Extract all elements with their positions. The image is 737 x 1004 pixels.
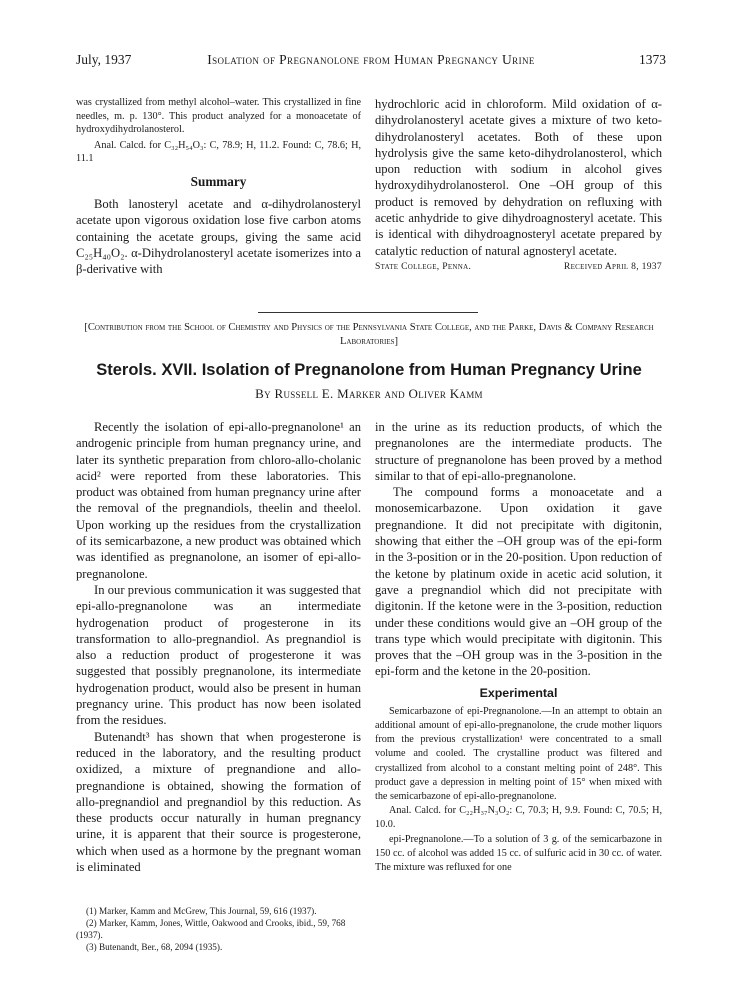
issue-date: July, 1937 [76, 52, 132, 67]
experimental-section [375, 705, 662, 875]
prev-article-paragraph: was crystallized from methyl alcohol–water. This crystallized in fine needles, m. p. 130°. This product analyzed for a monoacetate of hydroxydihydrolanosterol. [76, 97, 361, 136]
butenandt-paragraph: Butenandt³ has shown that when progesterone is reduced in the laboratory, and the resulting product oxidized, a mixture of pregnandione and allo-pregnandione is obtained, showing the formation of allo-pregnandiol and pregnandiol by this reduction. As these products occur naturally in human pregnancy urine, it is apparent that their source is progesterone, which when used as a hormone by the pregnant woman is eliminated [76, 729, 361, 875]
compound-paragraph: The compound forms a monoacetate and a monosemicarbazone. Upon oxidation it gave pregnandione. It did not precipitate with digitonin, showing that either the –OH group was of the epi-form in the 3-position or in the 20-position. Upon reduction of the ketone by platinum oxide in acetic acid solution, it gave a pregnandiol which did not precipitate with digitonin. If the ketone were in the 3-position, reduction under these conditions would give an –OH group of the trans type which would precipitate with digitonin. This proves that the –OH group was in the 3-position in the epi-form and the ketone in the 20-position. [375, 485, 662, 679]
article-left-column [76, 419, 361, 875]
footnote-1: (1) Marker, Kamm and McGrew, This Journal, 59, 616 (1937). [86, 906, 317, 916]
intro-paragraph: Recently the isolation of epi-allo-pregnanolone¹ an androgenic principle from human pregnancy urine, and later its synthetic preparation from chloro-allo-cholanic acid² were reported from these laboratories. This product was obtained from human pregnancy urine after the removal of the pregnandiols, theelin and theelol. Upon working up the residues from the crystallization of its semicarbazone, a new product was obtained which was identified as pregnanolone, an isomer of epi-allo-pregnanolone. [76, 420, 361, 581]
summary-continuation: hydrochloric acid in chloroform. Mild oxidation of α-dihydrolanosteryl acetate gives a mixture of two keto-dihydrolanosteryl acetates. Both of these upon hydrolysis give the same keto-dihydrolanosterol, which upon reduction with sodium in alcohol gives hydroxydihydrolanosterol. One –OH group of this product is removed by dehydration on refluxing with acetic anhydride to give dihydroagnosteryl acetate. This is identical with dihydroagnosteryl acetate prepared by catalytic reduction of natural agnosteryl acetate. [375, 97, 662, 258]
summary-paragraph: Both lanosteryl acetate and α-dihydrolanosteryl acetate upon vigorous oxidation lose five carbon atoms containing the acetate groups, giving the same acid C₂₅H₄₀O₂. α-Dihydrolanosteryl acetate isomerizes into a β-derivative with [76, 196, 361, 277]
epi-pregnanolone-paragraph: epi-Pregnanolone.—To a solution of 3 g. of the semicarbazone in 150 cc. of alcohol was added 15 cc. of sulfuric acid in 30 cc. of water. The mixture was refluxed for one [375, 833, 662, 873]
prev-article-left-column [76, 96, 361, 277]
footnote-3: (3) Butenandt, Ber., 68, 2094 (1935). [86, 942, 223, 952]
page-number: 1373 [639, 52, 666, 67]
article-title: Sterols. XVII. Isolation of Pregnanolone from Human Pregnancy Urine [96, 361, 642, 379]
experimental-heading: Experimental [479, 685, 558, 700]
received-date: Received April 8, 1937 [563, 260, 662, 272]
running-head [76, 52, 666, 74]
semicarbazone-paragraph: Semicarbazone of epi-Pregnanolone.—In an attempt to obtain an additional amount of epi-allo-pregnanolone, the crude mother liquors from the previous crystallization¹ were concentrated to a small volume and cooled. The crystalline product was filtered and crystallized from alcohol to a constant melting point of 248°. This product gave a depression in melting point of 15° when mixed with the semicarbazone of epi-allo-pregnanolone. [375, 705, 662, 802]
running-title: Isolation of Pregnanolone from Human Pregnancy Urine [207, 52, 535, 67]
received-line [375, 261, 662, 272]
footnote-2: (2) Marker, Kamm, Jones, Wittle, Oakwood and Crooks, ibid., 59, 768 (1937). [76, 918, 346, 940]
footnotes [76, 905, 361, 953]
article-right-column [375, 419, 662, 875]
summary-heading: Summary [190, 173, 247, 189]
structure-paragraph: in the urine as its reduction products, of which the pregnanolones are the intermediate products. The structure of pregnanolone has been proved by a method similar to that of epi-allo-pregnanolone. [375, 420, 662, 483]
prev-article-right-column [375, 96, 662, 272]
institution-location: State College, Penna. [375, 260, 472, 272]
article-separator-rule [258, 312, 478, 313]
previous-communication-paragraph: In our previous communication it was suggested that epi-allo-pregnanolone was an intermediate hydrogenation product of progesterone in its transformation to allo-pregnandiol. As pregnandiol is also a reduction product of progesterone it was suggested that possibly pregnanolone, its intermediate hydrogenation product, would also be present in human pregnancy urine. This product has now been isolated from the residues. [76, 582, 361, 728]
byline: By Russell E. Marker and Oliver Kamm [255, 386, 483, 401]
analysis-line: Anal. Calcd. for C₃₂H₅₄O₃: C, 78.9; H, 11.2. Found: C, 78.6; H, 11.1 [76, 139, 361, 165]
analysis-paragraph: Anal. Calcd. for C₂₂H₃₇N₃O₂: C, 70.3; H, 9.9. Found: C, 70.5; H, 10.0. [375, 805, 662, 831]
contribution-note: [Contribution from the School of Chemistry and Physics of the Pennsylvania State College, and the Parke, Davis & Company Research Laboratories] [84, 322, 654, 347]
